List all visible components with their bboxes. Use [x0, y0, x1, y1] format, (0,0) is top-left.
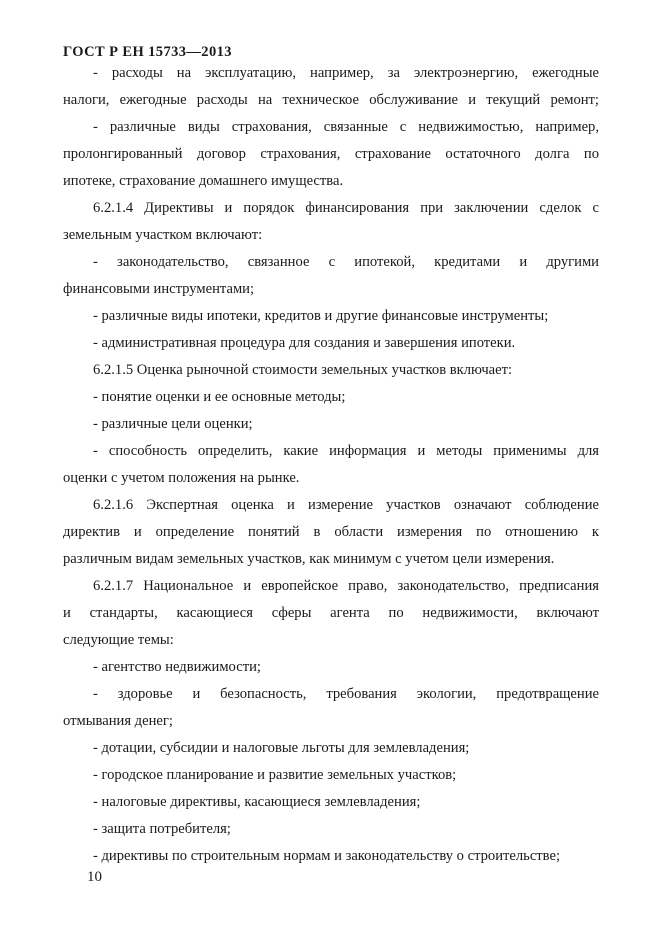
text-line: - способность определить, какие информация и методы применимы для [93, 443, 599, 459]
text-line: - понятие оценки и ее основные методы; [93, 389, 346, 405]
text-line: директив и определение понятий в области измерения по отношению к [63, 524, 599, 540]
text-line: 6.2.1.7 Национальное и европейское право, законодательство, предписания [93, 578, 599, 594]
text-line: 6.2.1.5 Оценка рыночной стоимости земельных участков включает: [93, 362, 513, 378]
text-line: - административная процедура для создания и завершения ипотеки. [93, 335, 516, 351]
document-body [63, 60, 599, 870]
text-line: финансовыми инструментами; [63, 281, 255, 297]
text-line: - директивы по строительным нормам и законодательству о строительстве; [93, 848, 561, 864]
text-line: ипотеке, страхование домашнего имущества. [63, 173, 344, 189]
text-line: - дотации, субсидии и налоговые льготы для землевладения; [93, 740, 470, 756]
text-line: и стандарты, касающиеся сферы агента по недвижимости, включают [63, 605, 599, 621]
text-line: оценки с учетом положения на рынке. [63, 470, 300, 486]
text-line: - различные цели оценки; [93, 416, 253, 432]
document-header: ГОСТ Р ЕН 15733—2013 [63, 44, 232, 60]
text-line: - налоговые директивы, касающиеся землевладения; [93, 794, 421, 810]
text-line: - защита потребителя; [93, 821, 231, 837]
text-line: земельным участком включают: [63, 227, 263, 243]
text-line: - агентство недвижимости; [93, 659, 261, 675]
text-line: налоги, ежегодные расходы на техническое обслуживание и текущий ремонт; [63, 92, 599, 108]
text-line: - различные виды ипотеки, кредитов и другие финансовые инструменты; [93, 308, 549, 324]
page-number: 10 [87, 869, 102, 885]
text-line: 6.2.1.4 Директивы и порядок финансирования при заключении сделок с [93, 200, 599, 216]
text-line: пролонгированный договор страхования, страхование остаточного долга по [63, 146, 599, 162]
text-line: отмывания денег; [63, 713, 173, 729]
text-line: 6.2.1.6 Экспертная оценка и измерение участков означают соблюдение [93, 497, 599, 513]
text-line: - городское планирование и развитие земельных участков; [93, 767, 457, 783]
text-line: - расходы на эксплуатацию, например, за электроэнергию, ежегодные [93, 65, 599, 81]
text-line: - здоровье и безопасность, требования экологии, предотвращение [93, 686, 599, 702]
text-line: следующие темы: [63, 632, 174, 648]
text-line: различным видам земельных участков, как минимум с учетом цели измерения. [63, 551, 555, 567]
text-line: - законодательство, связанное с ипотекой, кредитами и другими [93, 254, 599, 270]
text-line: - различные виды страхования, связанные с недвижимостью, например, [93, 119, 599, 135]
